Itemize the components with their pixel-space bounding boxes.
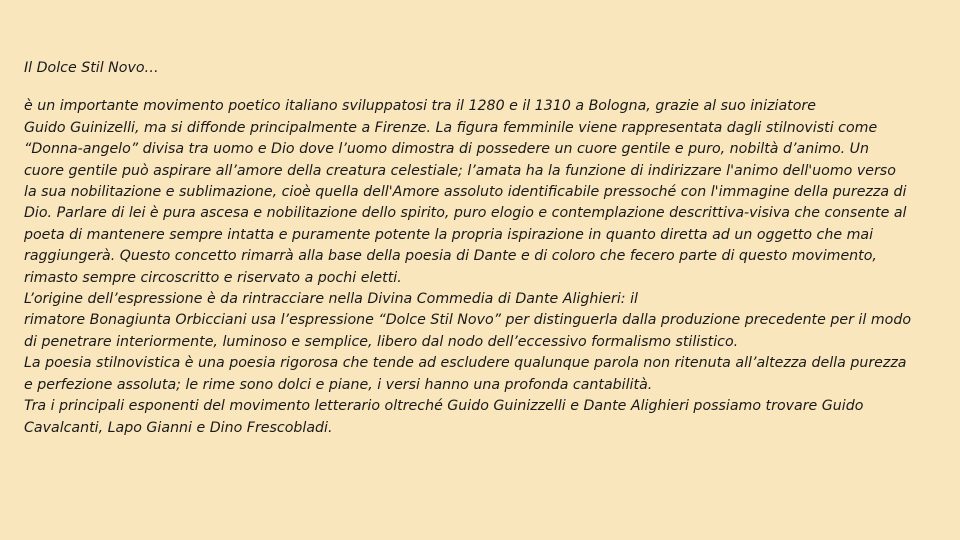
text-line: rimatore Bonagiunta Orbicciani usa l’espressione “Dolce Stil Novo” per distinguerla dalla produzione precedente per il modo (24, 312, 912, 329)
text-line: poeta di mantenere sempre intatta e puramente potente la propria ispirazione in quanto diretta ad un oggetto che mai (24, 226, 874, 243)
slide-title: Il Dolce Stil Novo… (24, 60, 159, 76)
text-line: Tra i principali esponenti del movimento letterario oltreché Guido Guinizzelli e Dante Alighieri possiamo trovare Guido (24, 398, 864, 415)
text-line: La poesia stilnovistica è una poesia rigorosa che tende ad escludere qualunque parola non ritenuta all’altezza della purezza (24, 355, 907, 372)
text-line: è un importante movimento poetico italiano sviluppatosi tra il 1280 e il 1310 a Bologna, grazie al suo iniziatore (24, 98, 816, 115)
text-line: Guido Guinizelli, ma si diffonde principalmente a Firenze. La figura femminile viene rappresentata dagli stilnovisti come (24, 119, 878, 136)
text-line: Dio. Parlare di lei è pura ascesa e nobilitazione dello spirito, puro elogio e contemplazione descrittiva-visiva che consente al (24, 205, 907, 222)
text-line: cuore gentile può aspirare all’amore della creatura celestiale; l’amata ha la funzione di indirizzare l'animo dell'uomo verso (24, 162, 896, 179)
text-line: rimasto sempre circoscritto e riservato a pochi eletti. (24, 269, 402, 286)
text-line: “Donna-angelo” divisa tra uomo e Dio dove l’uomo dimostra di possedere un cuore gentile e puro, nobiltà d’animo. Un (24, 141, 870, 158)
text-line: raggiungerà. Questo concetto rimarrà alla base della poesia di Dante e di coloro che fecero parte di questo movimento, (24, 248, 877, 265)
text-block (24, 58, 934, 439)
text-line: L’origine dell’espressione è da rintracciare nella Divina Commedia di Dante Alighieri: il (24, 291, 638, 308)
text-line: la sua nobilitazione e sublimazione, cioè quella dell'Amore assoluto identificabile pressoché con l'immagine della purezza di (24, 184, 907, 201)
text-line: di penetrare interiormente, luminoso e semplice, libero dal nodo dell’eccessivo formalismo stilistico. (24, 333, 739, 350)
text-line: e perfezione assoluta; le rime sono dolci e piane, i versi hanno una profonda cantabilità. (24, 376, 653, 393)
text-line: Cavalcanti, Lapo Gianni e Dino Frescobladi. (24, 419, 333, 436)
